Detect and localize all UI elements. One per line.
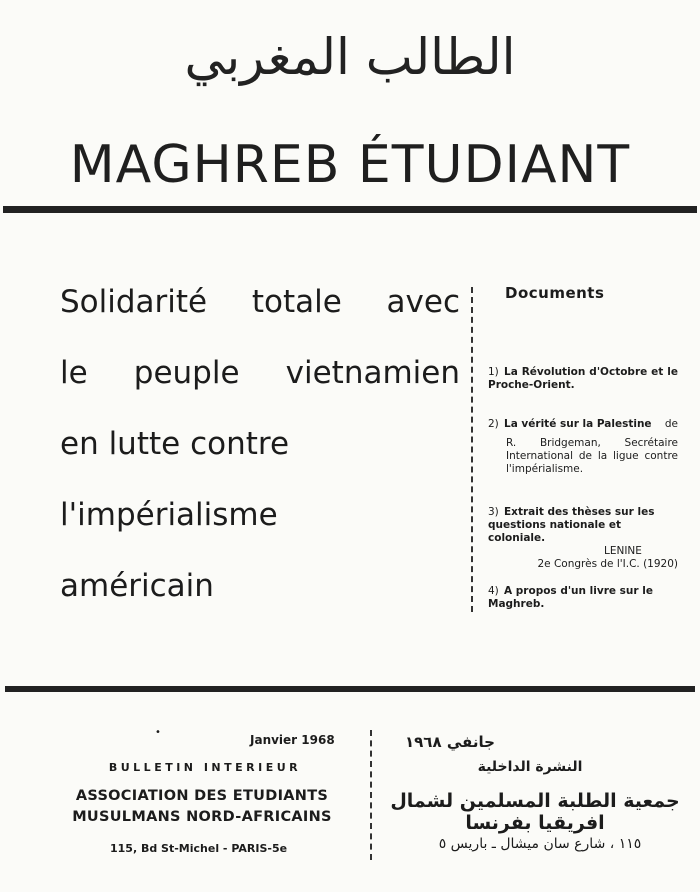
bottom-rule [5,686,695,692]
bulletin-label-arabic: النشرة الداخلية [477,759,583,775]
item-suffix: de [664,418,678,430]
bulletin-label-french: BULLETIN INTERIEUR [108,761,302,774]
item-title: La vérité sur la Palestine [504,418,652,430]
item-number: 3) [488,506,499,518]
headline-line: américain [60,568,214,604]
item-number: 2) [488,418,499,430]
association-line: ASSOCIATION DES ETUDIANTS [75,788,329,804]
item-author: LENINE [604,545,642,557]
item-number: 4) [488,585,499,597]
footer-divider [370,730,372,860]
item-detail: R. Bridgeman, Secrétaire International de la ligue contre l'impérialisme. [506,437,678,475]
documents-heading: Documents [505,284,605,302]
masthead-title: MAGHREB ÉTUDIANT [69,135,631,195]
address-french: 115, Bd St-Michel - PARIS-5e [110,842,288,855]
item-title: A propos d'un livre sur le Maghreb. [488,585,653,610]
headline-line: Solidarité totale avec [60,284,460,320]
item-source: 2e Congrès de l'I.C. (1920) [537,558,678,570]
item-title: Extrait des thèses sur les questions nationale et coloniale. [488,506,655,544]
ornament-mark: • [155,727,161,738]
item-title: La Révolution d'Octobre et le Proche-Orient. [488,366,678,391]
item-number: 1) [488,366,499,378]
top-rule [3,206,697,213]
address-arabic: ١١٥ ، شارع سان ميشال ـ باريس ٥ [438,836,642,852]
headline-line: le peuple vietnamien [60,355,460,391]
association-name-arabic: جمعية الطلبة المسلمين لشمال افريقيا بفرنسا [390,790,680,834]
headline-line: l'impérialisme [60,497,278,533]
document-item [488,366,678,392]
association-name-french [62,786,342,828]
headline [60,280,460,635]
arabic-masthead-title: الطالب المغربي [184,28,516,86]
date-french: Janvier 1968 [250,733,335,747]
headline-line: en lutte contre [60,426,290,462]
document-item [488,506,678,571]
document-item [488,585,678,611]
association-line: MUSULMANS NORD-AFRICAINS [72,809,332,825]
document-item [488,418,678,476]
column-divider [471,287,473,612]
date-arabic: جانفي ١٩٦٨ [405,733,495,751]
